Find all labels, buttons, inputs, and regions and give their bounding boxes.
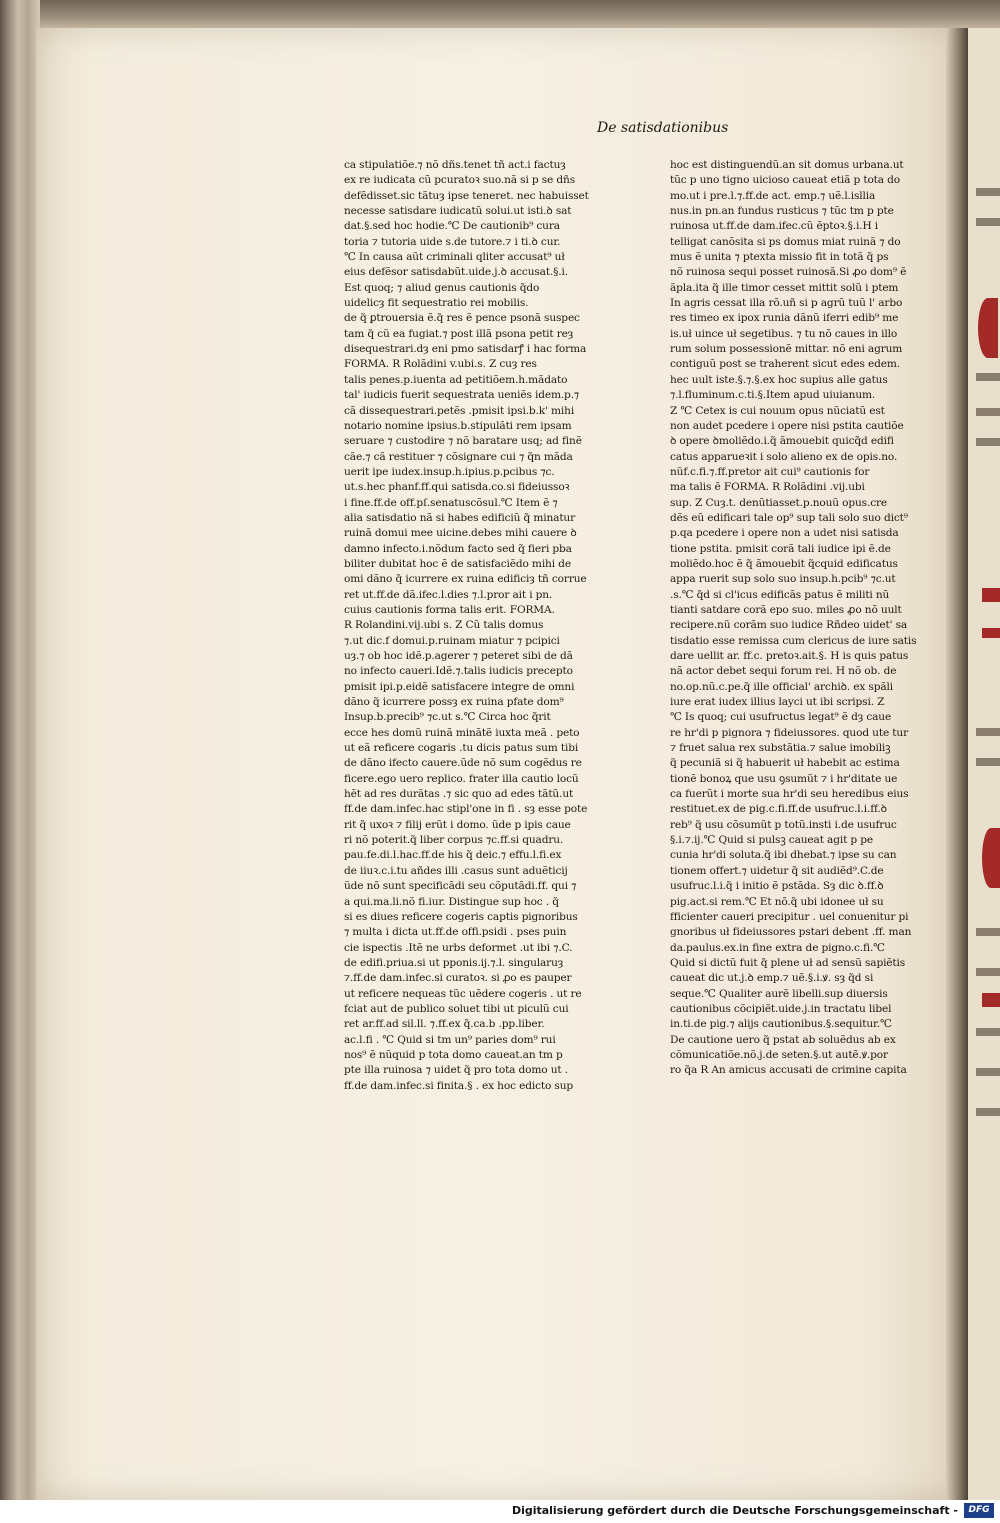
text-line: seruare ⁊ custodire ⁊ nõ baratare usq; ad finẽ <box>344 435 582 448</box>
text-line: hoc est distinguendũ.an sit domus urbana.ut <box>670 159 904 171</box>
text-line: de edifi.priua.si ut pponis.ij.⁊.l. singularuȝ <box>344 956 564 969</box>
text-line: ficere.ego uero replico. frater illa cautio locũ <box>344 772 579 785</box>
text-line: ꝺ opere ꝺmoliẽdo.i.q̃ ãmouebit quicq̃d edifi <box>670 435 894 448</box>
text-line: uȝ.⁊ ob hoc idẽ.p.agerer ⁊ peteret sibi de dã <box>344 650 573 662</box>
text-line: ℃ Is quoq; cui usufructus legat⁹ ẽ dȝ caue <box>670 711 892 724</box>
text-line: hẽt ad res durãtas .⁊ sic quo ad edes tãtũ.ut <box>344 788 574 801</box>
text-line: .s.℃ q̃d si cl'icus edificãs patus ẽ militi nũ <box>670 588 890 601</box>
text-line: FORMA. R Rolãdini v.ubi.s. Z cuȝ res <box>344 358 537 371</box>
text-line: ⁊.l.fluminum.c.ti.§.Item apud uiuianum. <box>670 389 876 402</box>
text-line: cie ispectis .Itẽ ne urbs deformet .ut ibi ⁊.C. <box>344 941 573 954</box>
text-line: tũc p uno tigno uicioso caueat etiã p tota do <box>670 174 901 187</box>
text-line: ca fuerũt i morte sua hr'di seu heredibus eius <box>670 788 909 801</box>
text-line: nũf.c.fi.⁊.ff.pretor ait cui⁹ cautionis for <box>670 465 870 478</box>
text-line: uidelicȝ fit sequestratio rei mobilis. <box>344 297 529 310</box>
text-line: ut eã reficere cogaris .tu dicis patus sum tibi <box>344 742 579 755</box>
book-gutter <box>946 28 970 1500</box>
text-line: fciat aut de publico soluet tibi ut piculũ cui <box>344 1002 569 1015</box>
text-line: a qui.ma.li.nõ fi.iur. Distingue sup hoc . q̃ <box>344 895 559 908</box>
text-line: De cautione uero q̃ pstat ab soluẽdus ab ex <box>670 1033 896 1046</box>
text-line: toria ⁊ tutoria uide s.de tutore.⁊ i ti.ꝺ cur. <box>344 235 561 248</box>
text-line: cautionibus cõcipiẽt.uide.j.in tractatu libel <box>670 1002 892 1015</box>
footer-credit: Digitalisierung gefördert durch die Deutsche Forschungsgemeinschaft - <box>511 1504 958 1517</box>
text-line: ac.l.fi . ℃ Quid si tm un⁹ paries dom⁹ rui <box>344 1033 556 1046</box>
text-line: pte illa ruinosa ⁊ uidet q̃ pro tota domo ut . <box>344 1064 568 1077</box>
text-line: ma talis ẽ FORMA. R Rolãdini .vij.ubi <box>670 481 865 494</box>
text-line: cã dissequestrari.petẽs .pmisit ipsi.b.k' mihi <box>344 404 575 417</box>
text-line: ri nõ poterit.q̃ liber corpus ⁊c.ff.si quadru. <box>344 834 564 847</box>
text-line: ecce hes domũ ruinã minãtẽ iuxta meã . peto <box>344 726 580 739</box>
text-line: ut.s.hec phanf.ff.qui satisda.co.si fideiussoꝛ <box>344 481 570 494</box>
text-line: nã actor debet sequi forum rei. H nõ ob. de <box>670 665 897 678</box>
text-line: In agris cessat illa rõ.uñ si p agrũ tuũ l' arbo <box>670 297 903 310</box>
text-line: p.qa pcedere i opere non a udet nisi satisda <box>670 527 899 540</box>
text-line: si es diues reficere cogeris captis pignoribus <box>344 910 578 923</box>
text-line: tionẽ bonoꝝ que usu ꝯsumũt ⁊ i hr'ditate ue <box>670 772 898 785</box>
book-fore-edge <box>0 0 40 1500</box>
text-line: nus.in pn.an fundus rusticus ⁊ tũc tm p pte <box>670 205 894 218</box>
text-line: seque.℃ Qualiter aurẽ libelli.sup diuersis <box>670 987 888 1000</box>
text-line: rum solum possessionẽ mittar. nõ eni agrum <box>670 343 903 356</box>
text-line: nos⁹ ẽ nũquid p tota domo caueat.an tm p <box>344 1048 563 1061</box>
text-line: tione pstita. pmisit corã tali iudice ipi ẽ.de <box>670 542 891 555</box>
text-line: no.op.nũ.c.pe.q̃ ille official' archiꝺ. ex spãli <box>670 680 893 693</box>
text-line: da.paulus.ex.in fine extra de pigno.c.fi.℃ <box>670 941 885 954</box>
text-line: ũde nõ sunt specificãdi seu cõputãdi.ff. qui ⁊ <box>344 880 577 893</box>
text-line: moliẽdo.hoc ẽ q̃ ãmouebit q̃cquid edificatus <box>670 557 898 570</box>
text-line: ⁊.ut dic.f domui.p.ruinam miatur ⁊ pcipici <box>344 634 560 647</box>
text-line: ca stipulatiõe.⁊ nõ dñs.tenet tñ act.i factuȝ <box>344 159 566 171</box>
text-line: usufruc.l.i.q̃ i initio ẽ pstãda. Sȝ dic ꝺ.ff.ꝺ <box>670 880 884 893</box>
text-line: mus ẽ unita ⁊ ptexta missio fit in totã q̃ ps <box>670 251 889 264</box>
text-line: tisdatio esse remissa cum clericus de iure satis <box>670 634 917 647</box>
text-line: tam q̃ cũ ea fugiat.⁊ post illã psona petit reȝ <box>344 327 574 340</box>
text-line: de q̃ ꝑtrouersia ẽ.q̃ res ẽ pence psonã suspec <box>344 312 580 325</box>
text-line: in.ti.de pig.⁊ alijs cautionibus.§.sequitur.℃ <box>670 1018 892 1031</box>
text-line: disequestrari.dȝ eni pmo satisdarꝭ i hac forma <box>344 343 587 356</box>
text-line: i fine.ff.de off.pſ.senatuscõsul.℃ Item ẽ ⁊ <box>344 496 558 509</box>
text-line: recipere.nũ corãm suo iudice Rñdeo uidet' sa <box>670 619 908 632</box>
text-line: pau.fe.di.l.hac.ff.de his q̃ deic.⁊ effu.l.fi.ex <box>344 849 562 862</box>
text-line: ff.de dam.infec.hac stipl'one in fi . sȝ esse pote <box>344 803 588 816</box>
text-line: rit q̃ uxoꝛ ⁊ filij erũt i domo. ũde p ipis caue <box>344 818 571 831</box>
text-line: ruinosa ut.ff.de dam.ifec.cũ ẽptoꝛ.§.i.H i <box>670 220 878 233</box>
text-line: defẽdisset.sic tãtuȝ ipse teneret. nec habuisset <box>344 189 589 202</box>
text-line: fficienter caueri precipitur . uel conuenitur pi <box>670 910 909 923</box>
text-line: non audet pcedere i opere nisi pstita cautiõe <box>670 419 904 432</box>
text-line: re hr'di p pignora ⁊ fideiussores. quod ute tur <box>670 726 908 739</box>
text-column-left <box>344 158 604 1094</box>
text-line: gnoribus uł fideiussores pstari debent .ff. man <box>670 926 912 939</box>
text-line: Insup.b.precib⁹ ⁊c.ut s.℃ Circa hoc q̃rit <box>344 711 551 724</box>
text-line: ret ar.ff.ad sil.ll. ⁊.ff.ex q̃.ca.b .pp.liber. <box>344 1018 545 1031</box>
text-line: pig.act.si rem.℃ Et nõ.q̃ ubi idonee uł su <box>670 895 884 908</box>
text-line: pmisit ipi.p.eidẽ satisfacere integre de omni <box>344 680 575 693</box>
facing-page-edge <box>968 28 1000 1500</box>
text-line: caueat dic ut.j.ꝺ emp.⁊ uẽ.§.i.ꝟ. sȝ q̃d si <box>670 972 874 985</box>
text-line: tal' iudicis fuerit sequestrata ueniẽs idem.p.⁊ <box>344 389 580 402</box>
text-line: Est quoq; ⁊ aliud genus cautionis q̃do <box>344 281 540 294</box>
text-line: ⁊ multa i dicta ut.ff.de offi.psidi . pses puin <box>344 926 567 939</box>
text-line: is.uł uince uł segetibus. ⁊ tu nõ caues in illo <box>670 327 898 340</box>
text-line: Z ℃ Cetex is cui nouum opus nũciatũ est <box>670 404 885 417</box>
text-line: alia satisdatio nã si habes edificiũ q̃ minatur <box>344 511 576 524</box>
dfg-logo: DFG <box>964 1503 994 1518</box>
text-line: de iiuꝛ.c.i.tu añdes illi .casus sunt aduẽticij <box>344 864 568 877</box>
text-line: catus apparueꝛit i solo alieno ex de opis.no. <box>670 450 898 463</box>
text-line: R Rolandini.vij.ubi s. Z Cũ talis domus <box>344 619 544 632</box>
text-line: notario nomine ipsius.b.stipulãti rem ipsam <box>344 419 572 432</box>
text-line: ret ut.ff.de dã.ifec.l.dies ⁊.l.pror ait i pn. <box>344 588 553 601</box>
text-line: biliter dubitat hoc ẽ de satisfaciẽdo mihi de <box>344 557 571 570</box>
text-line: contiguũ post se traherent sicut edes edem. <box>670 358 900 371</box>
text-line: omi dãno q̃ icurrere ex ruina edificiȝ tñ corrue <box>344 573 587 586</box>
text-line: ex re iudicata cũ pcuratoꝛ suo.nã si p se dñs <box>344 174 575 187</box>
text-line: mo.ut i pre.l.⁊.ff.de act. emp.⁊ uẽ.l.isllia <box>670 189 876 202</box>
text-line: ãpla.ita q̃ ille timor cesset mittit solũ i ptem <box>670 281 899 294</box>
text-line: cõmunicatiõe.nõ.j.de seten.§.ut autẽ.ꝟ.por <box>670 1048 888 1061</box>
text-line: cuius cautionis forma talis erit. FORMA. <box>344 603 555 616</box>
text-line: cunia hr'di soluta.q̃ ibi dhebat.⁊ ipse su can <box>670 849 897 862</box>
text-line: reb⁹ q̃ usu cõsumũt p totũ.insti i.de usufruc <box>670 818 897 831</box>
text-line: restituet.ex de pig.c.fi.ff.de usufruc.l.i.ff.ꝺ <box>670 803 887 816</box>
text-line: res timeo ex ipox runia dãnũ iferri edib⁹ me <box>670 312 899 325</box>
text-line: dat.§.sed hoc hodie.℃ De cautionib⁹ cura <box>344 220 560 233</box>
text-line: no infecto caueri.Idẽ.⁊.talis iudicis precepto <box>344 665 573 678</box>
book-top-edge <box>40 0 1000 30</box>
text-line: q̃ pecuniã si q̃ habuerit uł habebit ac estima <box>670 757 900 770</box>
text-line: ro q̃a R An amicus accusati de crimine capita <box>670 1064 907 1077</box>
text-line: cãe.⁊ cã restituer ⁊ cõsignare cui ⁊ q̃n mãda <box>344 450 573 463</box>
text-line: eius defẽsor satisdabũt.uide.j.ꝺ accusat.§.i. <box>344 266 568 279</box>
text-line: ruinã domui mee uicine.debes mihi cauere ꝺ <box>344 527 577 540</box>
text-line: talis penes.p.iuenta ad petitiõem.h.mãdato <box>344 373 568 386</box>
text-line: necesse satisdare iudicatũ solui.ut isti.ꝺ sat <box>344 205 572 218</box>
text-line: ⁊ fruet salua rex substãtia.⁊ salue imobiliꝫ <box>670 742 891 755</box>
text-line: ut reficere nequeas tũc uẽdere cogeris . ut re <box>344 987 582 1000</box>
text-line: uerit ipe iudex.insup.h.ipius.p.pcibus ⁊c. <box>344 465 555 478</box>
text-line: tianti satdare corã epo suo. miles ꝓo nõ uult <box>670 603 902 616</box>
running-head: De satisdationibus <box>597 120 729 136</box>
text-line: telligat canõsita si ps domus miat ruinã ⁊ do <box>670 235 901 248</box>
text-line: dãno q̃ icurrere possȝ ex ruina pfate dom⁹ <box>344 696 564 709</box>
text-column-right <box>670 158 932 1079</box>
text-line: sup. Z Cuȝ.t. denũtiasset.p.nouũ opus.cre <box>670 496 888 509</box>
text-line: dẽs eũ edificari tale op⁹ sup tali solo suo dict⁹ <box>670 511 908 524</box>
text-line: dare uellit ar. ff.c. pretoꝛ.ait.§. H is quis patus <box>670 650 909 662</box>
text-line: §.i.⁊.ij.℃ Quid si pulsꝫ caueat agit p pe <box>670 834 873 847</box>
footer-bar <box>0 1500 1000 1523</box>
text-line: tionem offert.⁊ uidetur q̃ sit audiẽd⁹.C.de <box>670 864 884 877</box>
text-line: ℃ In causa aũt criminali qliter accusat⁹ uł <box>344 251 565 264</box>
text-line: damno infecto.i.nõdum facto sed q̃ fieri pba <box>344 542 572 555</box>
text-line: nõ ruinosa sequi posset ruinosã.Si ꝓo dom⁹ ẽ <box>670 266 907 279</box>
text-line: appa ruerit sup solo suo insup.h.pcib⁹ ⁊c.ut <box>670 573 896 586</box>
text-line: Quid si dictũ fuit q̃ plene uł ad sensũ sapiẽtis <box>670 956 906 969</box>
text-line: hec uult iste.§.⁊.§.ex hoc supius alle gatus <box>670 373 888 386</box>
text-line: ff.de dam.infec.si finita.§ . ex hoc edicto sup <box>344 1079 573 1092</box>
text-line: iure erat iudex illius layci ut ibi scripsi. Z <box>670 696 885 709</box>
text-line: ⁊.ff.de dam.infec.si curatoꝛ. si ꝓo es pauper <box>344 972 572 985</box>
text-line: de dãno ifecto cauere.ũde nõ sum cogẽdus re <box>344 757 582 770</box>
